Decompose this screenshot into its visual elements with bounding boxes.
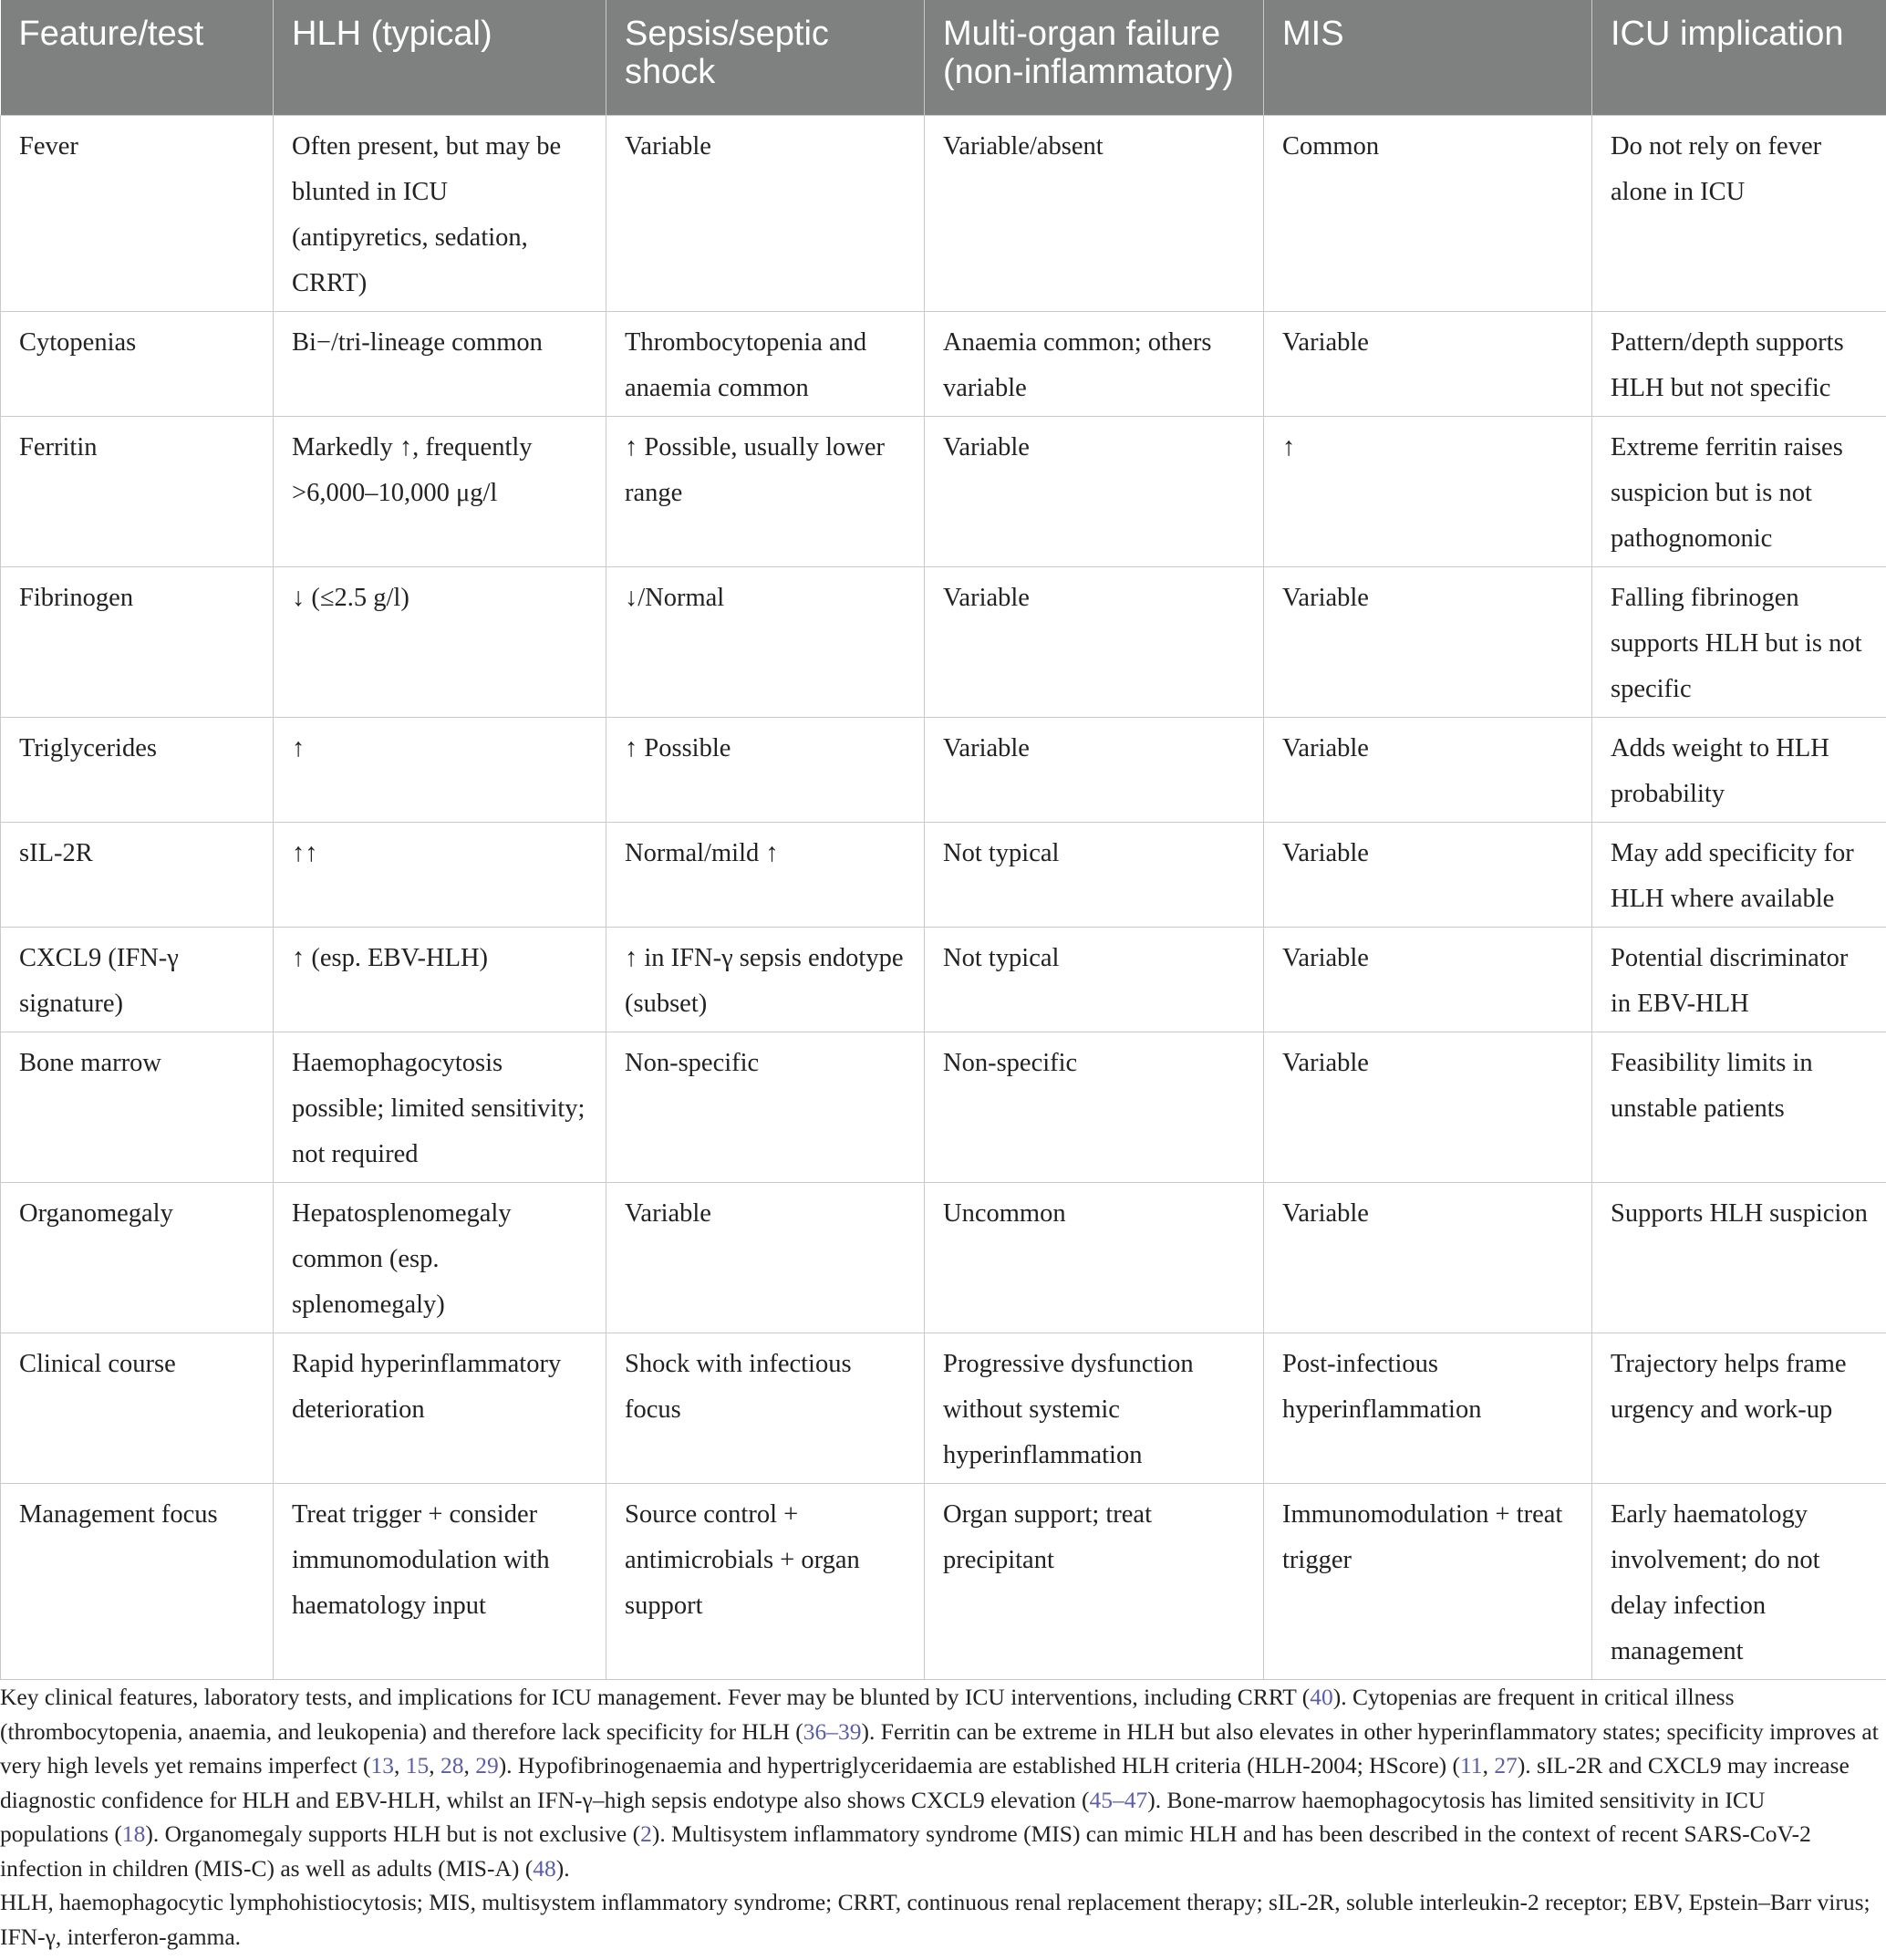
table-cell: Variable	[1264, 1182, 1592, 1333]
reference-link[interactable]: 40	[1310, 1684, 1333, 1710]
table-cell: Organ support; treat precipitant	[925, 1483, 1264, 1679]
table-cell: Source control + antimicrobials + organ support	[606, 1483, 925, 1679]
column-header: MIS	[1264, 0, 1592, 115]
table-cell: Variable	[606, 1182, 925, 1333]
table-cell: Variable	[1264, 1032, 1592, 1182]
table-row	[1, 1182, 1886, 1333]
table-cell: Variable	[1264, 822, 1592, 927]
reference-link[interactable]: 29	[475, 1752, 499, 1779]
table-cell: Treat trigger + consider immunomodulation with haematology input	[274, 1483, 606, 1679]
table-row	[1, 822, 1886, 927]
footnote-segment: ,	[393, 1752, 406, 1779]
table-cell: Markedly ↑, frequently >6,000–10,000 μg/l	[274, 416, 606, 566]
footnote-segment: Key clinical features, laboratory tests, and implications for ICU management. Fever may be blunted by ICU interventions, including CRRT (	[0, 1684, 1311, 1710]
table-body	[1, 115, 1886, 1679]
table-cell: Supports HLH suspicion	[1592, 1182, 1886, 1333]
table-cell: Variable	[1264, 566, 1592, 717]
table-cell: Post-infectious hyperinflammation	[1264, 1333, 1592, 1483]
table-cell: Progressive dysfunction without systemic hyperinflammation	[925, 1333, 1264, 1483]
table-cell: Feasibility limits in unstable patients	[1592, 1032, 1886, 1182]
table-footnote	[0, 1680, 1879, 1954]
table-cell: Common	[1264, 115, 1592, 311]
table-cell: ↑ (esp. EBV-HLH)	[274, 927, 606, 1032]
column-header: Feature/test	[1, 0, 274, 115]
table-cell: Falling fibrinogen supports HLH but is not specific	[1592, 566, 1886, 717]
row-label-cell: Bone marrow	[1, 1032, 274, 1182]
footnote-segment: ,	[463, 1752, 476, 1779]
row-label-cell: Management focus	[1, 1483, 274, 1679]
table-cell: Haemophagocytosis possible; limited sensitivity; not required	[274, 1032, 606, 1182]
table-row	[1, 115, 1886, 311]
table-cell: Do not rely on fever alone in ICU	[1592, 115, 1886, 311]
table-header-row	[1, 0, 1886, 115]
table-cell: Early haematology involvement; do not delay infection management	[1592, 1483, 1886, 1679]
row-label-cell: Organomegaly	[1, 1182, 274, 1333]
table-cell: Not typical	[925, 822, 1264, 927]
table-cell: Variable/absent	[925, 115, 1264, 311]
footnote-segment: ). Cytopenias are frequent in critical illness (thrombocytopenia, anaemia, and leukopenia) and therefore lack specificity for HLH (	[0, 1684, 1735, 1745]
reference-link[interactable]: 36–39	[803, 1717, 862, 1745]
table-cell: Immunomodulation + treat trigger	[1264, 1483, 1592, 1679]
table-cell: Shock with infectious focus	[606, 1333, 925, 1483]
column-header: Multi-organ failure (non-inflammatory)	[925, 0, 1264, 115]
reference-link[interactable]: 27	[1494, 1752, 1518, 1779]
table-cell: ↑	[1264, 416, 1592, 566]
footnote-segment: ).	[555, 1854, 570, 1882]
table-row	[1, 1483, 1886, 1679]
footnote-segment: ). sIL-2R and CXCL9 may increase diagnostic confidence for HLH and EBV-HLH, whilst an IFN-γ–high sepsis endotype also shows CXCL9 elevation (	[0, 1752, 1850, 1813]
column-header: HLH (typical)	[274, 0, 606, 115]
table-cell: Variable	[1264, 927, 1592, 1032]
column-header: ICU implication	[1592, 0, 1886, 115]
table-cell: Adds weight to HLH probability	[1592, 717, 1886, 822]
table-cell: Variable	[925, 416, 1264, 566]
table-row	[1, 566, 1886, 717]
table-cell: Not typical	[925, 927, 1264, 1032]
table-cell: Potential discriminator in EBV-HLH	[1592, 927, 1886, 1032]
table-cell: Extreme ferritin raises suspicion but is not pathognomonic	[1592, 416, 1886, 566]
table-cell: Non-specific	[606, 1032, 925, 1182]
footnote-text	[0, 1680, 1879, 1885]
table-cell: Pattern/depth supports HLH but not specific	[1592, 311, 1886, 416]
row-label-cell: Clinical course	[1, 1333, 274, 1483]
reference-link[interactable]: 2	[640, 1820, 652, 1847]
table-cell: Trajectory helps frame urgency and work-up	[1592, 1333, 1886, 1483]
table-cell: ↑↑	[274, 822, 606, 927]
table-cell: ↑ Possible, usually lower range	[606, 416, 925, 566]
table-cell: Anaemia common; others variable	[925, 311, 1264, 416]
row-label-cell: sIL-2R	[1, 822, 274, 927]
footnote-segment: ). Organomegaly supports HLH but is not exclusive (	[145, 1820, 641, 1847]
column-header: Sepsis/septic shock	[606, 0, 925, 115]
table-cell: May add specificity for HLH where available	[1592, 822, 1886, 927]
table-cell: Uncommon	[925, 1182, 1264, 1333]
table-cell: Bi−/tri-lineage common	[274, 311, 606, 416]
reference-link[interactable]: 11	[1460, 1752, 1483, 1779]
table-cell: Variable	[1264, 311, 1592, 416]
footnote-segment: ). Multisystem inflammatory syndrome (MIS) can mimic HLH and has been described in the context of recent SARS-CoV-2 infection in children (MIS-C) as well as adults (MIS-A) (	[0, 1820, 1811, 1882]
table-cell: Variable	[925, 566, 1264, 717]
footnote-segment: ). Hypofibrinogenaemia and hypertriglyceridaemia are established HLH criteria (HLH-2004; HScore) (	[498, 1752, 1460, 1779]
reference-link[interactable]: 13	[370, 1752, 394, 1779]
reference-link[interactable]: 18	[121, 1820, 146, 1847]
row-label-cell: Fibrinogen	[1, 566, 274, 717]
table-cell: ↓ (≤2.5 g/l)	[274, 566, 606, 717]
table-cell: Variable	[1264, 717, 1592, 822]
table-cell: Variable	[606, 115, 925, 311]
table-cell: ↑ Possible	[606, 717, 925, 822]
reference-link[interactable]: 28	[440, 1752, 464, 1779]
table-cell: ↑ in IFN-γ sepsis endotype (subset)	[606, 927, 925, 1032]
row-label-cell: CXCL9 (IFN-γ signature)	[1, 927, 274, 1032]
reference-link[interactable]: 45–47	[1089, 1786, 1148, 1813]
table-row	[1, 1333, 1886, 1483]
row-label-cell: Ferritin	[1, 416, 274, 566]
footnote-segment: ,	[429, 1752, 440, 1779]
table-row	[1, 416, 1886, 566]
abbreviations-text: HLH, haemophagocytic lymphohistiocytosis; MIS, multisystem inflammatory syndrome; CRRT, continuous renal replacement therapy; sIL-2R, soluble interleukin-2 receptor; EBV, Epstein–Barr virus; IFN-γ, interferon-gamma.	[0, 1889, 1870, 1950]
row-label-cell: Triglycerides	[1, 717, 274, 822]
footnote-segment: ). Ferritin can be extreme in HLH but also elevates in other hyperinflammatory states; specificity improves at very high levels yet remains imperfect (	[0, 1717, 1879, 1779]
table-row	[1, 1032, 1886, 1182]
table-row	[1, 311, 1886, 416]
table-cell: ↑	[274, 717, 606, 822]
table-cell: Thrombocytopenia and anaemia common	[606, 311, 925, 416]
table-cell: Normal/mild ↑	[606, 822, 925, 927]
row-label-cell: Cytopenias	[1, 311, 274, 416]
table-cell: Often present, but may be blunted in ICU (antipyretics, sedation, CRRT)	[274, 115, 606, 311]
table-cell: ↓/Normal	[606, 566, 925, 717]
table-cell: Non-specific	[925, 1032, 1264, 1182]
table-row	[1, 717, 1886, 822]
row-label-cell: Fever	[1, 115, 274, 311]
table-cell: Hepatosplenomegaly common (esp. splenomegaly)	[274, 1182, 606, 1333]
reference-link[interactable]: 15	[405, 1752, 430, 1779]
table-cell: Rapid hyperinflammatory deterioration	[274, 1333, 606, 1483]
footnote-segment: ,	[1482, 1752, 1495, 1779]
footnote-segment: ). Bone-marrow haemophagocytosis has limited sensitivity in ICU populations (	[0, 1786, 1766, 1847]
table-cell: Variable	[925, 717, 1264, 822]
table-row	[1, 927, 1886, 1032]
reference-link[interactable]: 48	[533, 1854, 556, 1882]
